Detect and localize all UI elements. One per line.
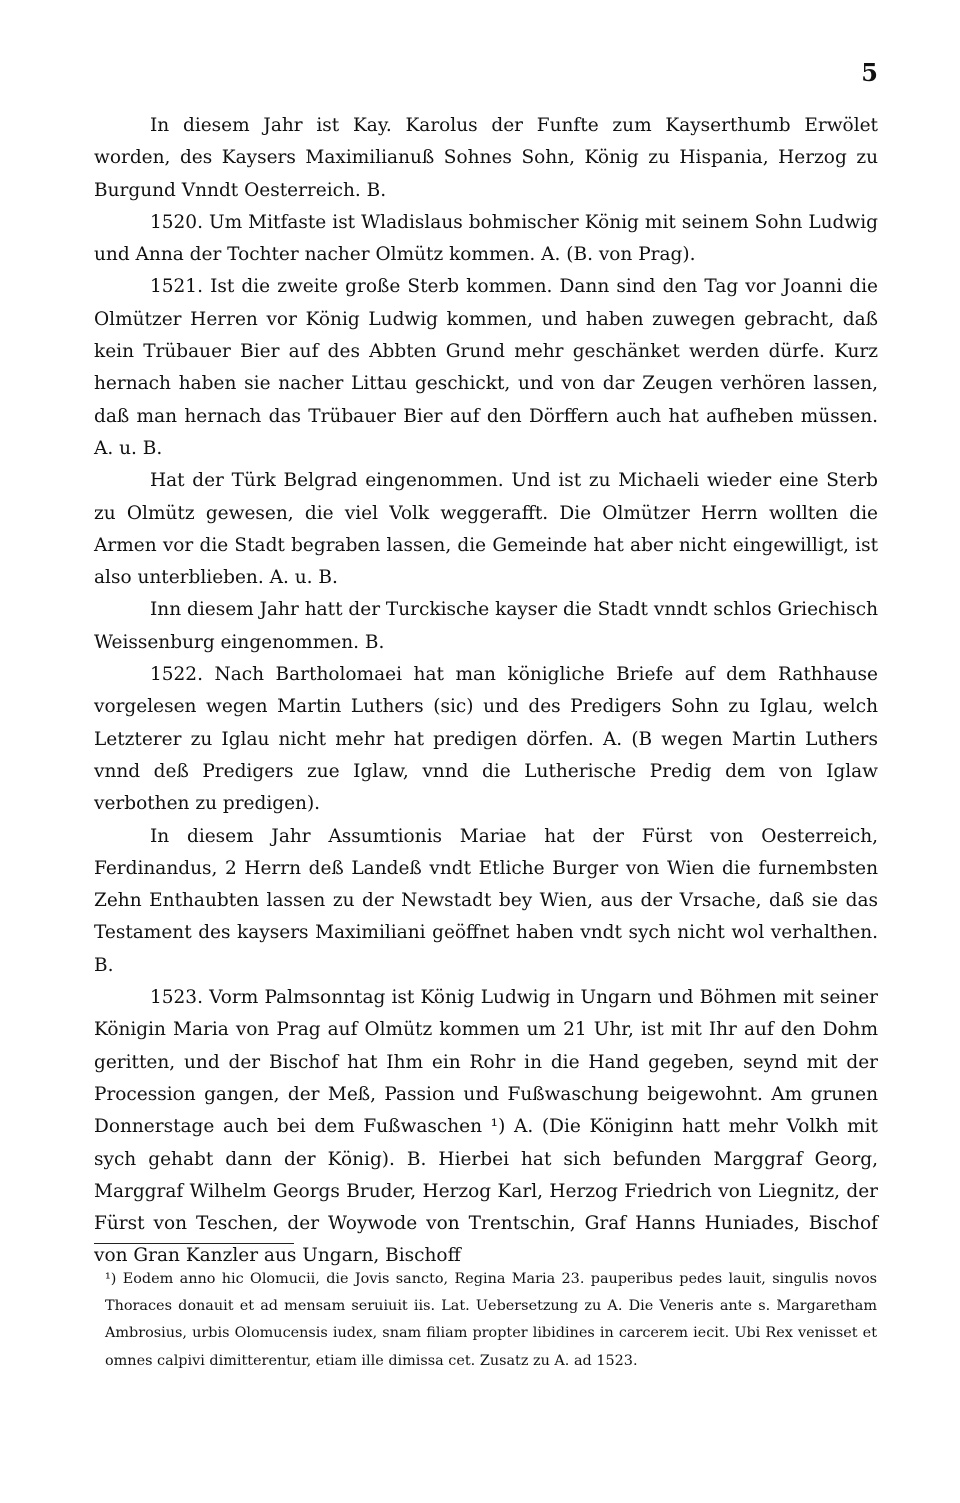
paragraph-assumtionis: In diesem Jahr Assumtionis Mariae hat der Fürst von Oesterreich, Ferdinandus, 2 Herrn deß Landeß vndt Etliche Burger von Wien die furnembsten Zehn Enthaubten lassen zu der Newstadt bey Wien, aus der Vrsache, daß sie das Testament des kaysers Maximiliani geöffnet haben vndt sych nicht wol verhalthen. B.	[94, 825, 878, 976]
paragraph-weissenburg: Inn diesem Jahr hatt der Turckische kayser die Stadt vnndt schlos Griechisch Weissenburg eingenommen. B.	[94, 599, 878, 653]
paragraph-1520: 1520. Um Mitfaste ist Wladislaus bohmischer König mit seinem Sohn Ludwig und Anna der Tochter nacher Olmütz kommen. A. (B. von Prag).	[94, 211, 878, 266]
paragraph-1521: 1521. Ist die zweite große Sterb kommen. Dann sind den Tag vor Joanni die Olmützer Herren vor König Ludwig kommen, und haben zuwegen gebracht, daß kein Trübauer Bier auf des Abbten Grund mehr geschänket werden dürfe. Kurz hernach haben sie nacher Littau geschickt, und von dar Zeugen verhören lassen, daß man hernach das Trübauer Bier auf den Dörffern auch hat aufheben müssen. A. u. B.	[94, 276, 878, 459]
page-number: 5	[861, 58, 878, 87]
paragraph-1522: 1522. Nach Bartholomaei hat man königliche Briefe auf dem Rathhause vorgelesen wegen Martin Luthers (sic) und des Predigers Sohn zu Iglau, welch Letzterer zu Iglau nicht mehr hat predigen dörfen. A. (B wegen Martin Luthers vnnd deß Predigers zue Iglaw, vnnd die Lutherische Predig dem von Iglaw verbothen zu predigen).	[94, 664, 878, 815]
footnote-divider	[94, 1243, 294, 1244]
footnote-1: ¹) Eodem anno hic Olomucii, die Jovis sancto, Regina Maria 23. pauperibus pedes lauit, singulis novos Thoraces donauit et ad mensam seruiuit iis. Lat. Uebersetzung zu A. Die Veneris ante s. Margaretham Ambrosius, urbis Olomucensis iudex, snam filiam propter libidines in carcerem iecit. Ubi Rex venisset et omnes calpivi dimitterentur, etiam ille dimissa cet. Zusatz zu A. ad 1523.	[105, 1271, 877, 1369]
paragraph-turk-belgrad: Hat der Türk Belgrad eingenommen. Und ist zu Michaeli wieder eine Sterb zu Olmütz gewesen, die viel Volk weggerafft. Die Olmützer Herrn wollten die Armen vor die Stadt begraben lassen, die Gemeinde hat aber nicht eingewilligt, ist also unterblieben. A. u. B.	[94, 470, 878, 589]
paragraph-1523: 1523. Vorm Palmsonntag ist König Ludwig in Ungarn und Böhmen mit seiner Königin Maria von Prag auf Olmütz kommen um 21 Uhr, ist mit Ihr auf den Dohm geritten, und der Bischof hat Ihm ein Rohr in die Hand gegeben, seynd mit der Procession gangen, der Meß, Passion und Fußwaschung beigewohnt. Am grunen Donnerstage auch bei dem Fußwaschen ¹) A. (Die Königinn hatt mehr Volkh mit sych gehabt dann der König). B. Hierbei hat sich befunden Marggraf Georg, Marggraf Wilhelm Georgs Bruder, Herzog Karl, Herzog Friedrich von Liegnitz, der Fürst von Teschen, der Woywode von Trentschin, Graf Hanns Huniades, Bischof von Gran Kanzler aus Ungarn, Bischoff	[94, 987, 878, 1267]
main-text	[94, 110, 878, 1273]
paragraph-1519: In diesem Jahr ist Kay. Karolus der Funfte zum Kayserthumb Erwölet worden, des Kaysers Maximilianuß Sohnes Sohn, König zu Hispania, Herzog zu Burgund Vnndt Oesterreich. B.	[94, 115, 878, 201]
footnotes	[105, 1266, 877, 1375]
